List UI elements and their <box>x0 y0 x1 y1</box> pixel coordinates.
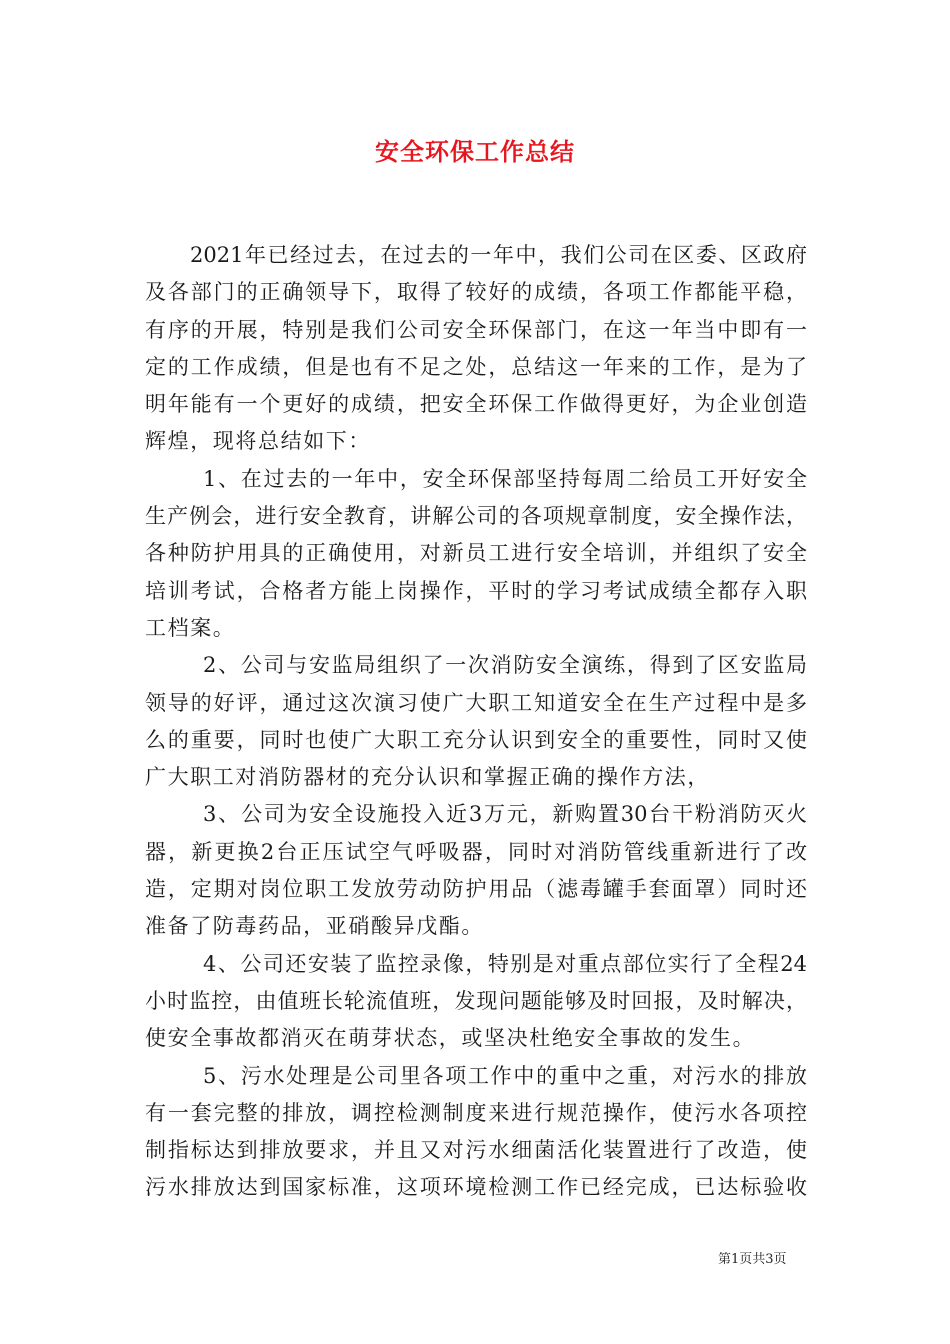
paragraph-line: 5、污水处理是公司里各项工作中的重中之重，对污水的排放 <box>203 1063 807 1088</box>
paragraph <box>145 461 807 647</box>
paragraph <box>145 647 807 796</box>
paragraph-line: 污水排放达到国家标准，这项环境检测工作已经完成，已达标验收 <box>145 1175 807 1200</box>
paragraph-line: 制指标达到排放要求，并且又对污水细菌活化装置进行了改造，使 <box>145 1138 807 1163</box>
paragraph-line: 使安全事故都消灭在萌芽状态，或坚决杜绝安全事故的发生。 <box>145 1026 756 1051</box>
page-number-footer: 第1页共3页 <box>718 1252 787 1267</box>
paragraph-line: 2、公司与安监局组织了一次消防安全演练，得到了区安监局 <box>203 653 807 678</box>
paragraph-line: 定的工作成绩，但是也有不足之处，总结这一年来的工作，是为了 <box>145 354 807 379</box>
paragraph-line: 各种防护用具的正确使用，对新员工进行安全培训，并组织了安全 <box>145 541 807 566</box>
document-title: 安全环保工作总结 <box>375 138 575 166</box>
paragraph-line: 生产例会，进行安全教育，讲解公司的各项规章制度，安全操作法， <box>145 504 807 529</box>
paragraph-line: 小时监控，由值班长轮流值班，发现问题能够及时回报，及时解决， <box>145 988 807 1013</box>
paragraph <box>145 1058 807 1207</box>
paragraph <box>145 796 807 945</box>
paragraph-line: 造，定期对岗位职工发放劳动防护用品（滤毒罐手套面罩）同时还 <box>145 877 807 902</box>
paragraph <box>145 237 807 461</box>
paragraph-line: 4、公司还安装了监控录像，特别是对重点部位实行了全程24 <box>203 951 807 976</box>
paragraph-line: 么的重要，同时也使广大职工充分认识到安全的重要性，同时又使 <box>145 727 807 752</box>
paragraph-line: 及各部门的正确领导下，取得了较好的成绩，各项工作都能平稳， <box>145 280 807 305</box>
paragraph-line: 培训考试，合格者方能上岗操作，平时的学习考试成绩全都存入职 <box>145 578 807 603</box>
paragraph-line: 2021年已经过去，在过去的一年中，我们公司在区委、区政府 <box>190 243 807 267</box>
paragraph-line: 有序的开展，特别是我们公司安全环保部门，在这一年当中即有一 <box>145 317 807 342</box>
paragraph-line: 广大职工对消防器材的充分认识和掌握正确的操作方法， <box>145 765 710 790</box>
paragraph-line: 明年能有一个更好的成绩，把安全环保工作做得更好，为企业创造 <box>145 392 807 417</box>
document-body <box>145 237 807 1207</box>
paragraph <box>145 946 807 1058</box>
paragraph-line: 辉煌，现将总结如下： <box>145 429 371 454</box>
paragraph-line: 器，新更换2台正压试空气呼吸器，同时对消防管线重新进行了改 <box>145 839 807 864</box>
paragraph-line: 领导的好评，通过这次演习使广大职工知道安全在生产过程中是多 <box>145 690 807 715</box>
paragraph-line: 工档案。 <box>145 615 236 640</box>
paragraph-line: 有一套完整的排放，调控检测制度来进行规范操作，使污水各项控 <box>145 1100 807 1125</box>
paragraph-line: 1、在过去的一年中，安全环保部坚持每周二给员工开好安全 <box>203 466 807 491</box>
paragraph-line: 3、公司为安全设施投入近3万元，新购置30台干粉消防灭火 <box>203 802 807 827</box>
paragraph-line: 准备了防毒药品，亚硝酸异戊酯。 <box>145 914 484 939</box>
